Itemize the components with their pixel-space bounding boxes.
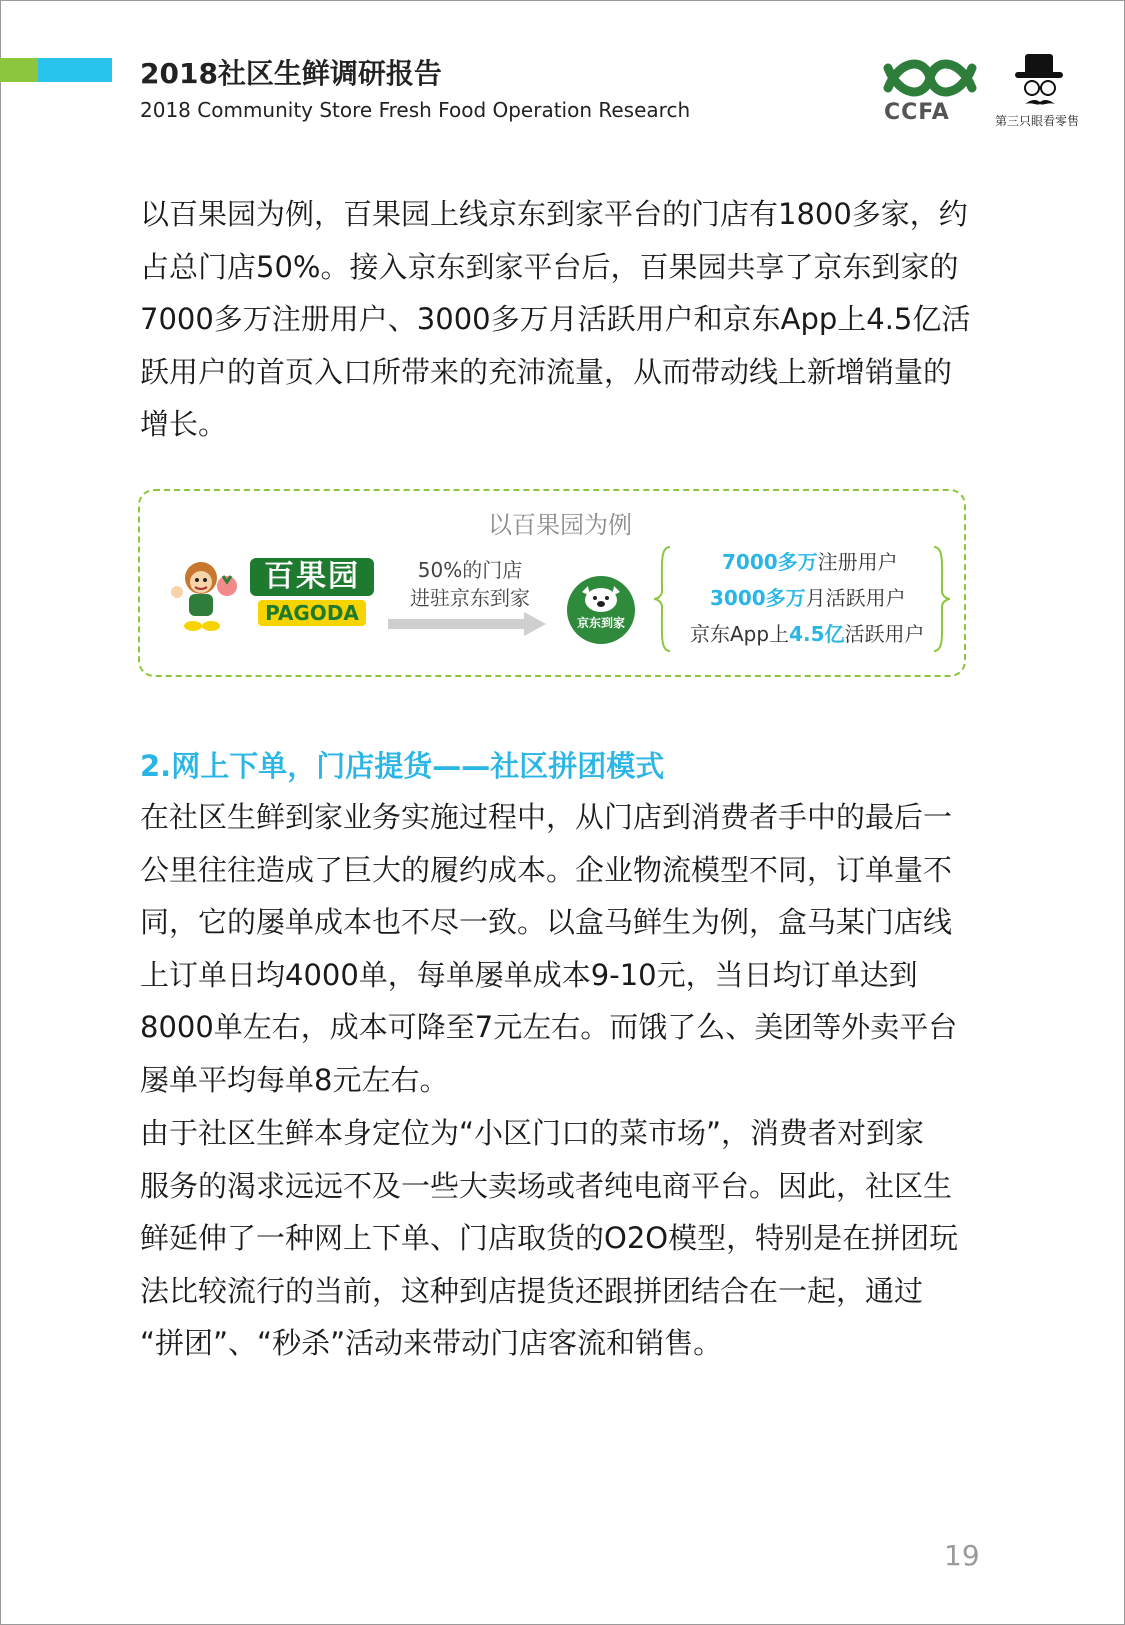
right-arrow-icon (388, 610, 546, 638)
stat-label: 活跃用户 (844, 622, 925, 646)
report-title: 2018社区生鲜调研报告 (140, 57, 442, 90)
text-line: “拼团”、“秒杀”活动来带动门店客流和销售。 (140, 1326, 723, 1360)
text-line: 跃用户的首页入口所带来的充沛流量，从而带动线上新增销量的 (140, 354, 953, 389)
arrow-caption-line: 进驻京东到家 (410, 586, 530, 610)
stat-label: 注册用户 (817, 550, 898, 574)
text-line: 7000多万注册用户、3000多万月活跃用户和京东App上4.5亿活 (140, 302, 971, 336)
stat-value: 4.5亿 (789, 622, 845, 646)
text-line: 占总门店50%。接入京东到家平台后，百果园共享了京东到家的 (140, 249, 959, 284)
header-accent-green (0, 58, 38, 82)
stat-app-active (690, 618, 925, 647)
pagoda-mascot-icon (165, 556, 245, 634)
text-line: 同，它的屡单成本也不尽一致。以盒马鲜生为例，盒马某门店线 (140, 905, 953, 939)
stat-label: 月活跃用户 (805, 586, 906, 610)
pagoda-logo-en: PAGODA (258, 600, 366, 626)
intro-paragraph (140, 188, 980, 451)
text-line: 8000单左右，成本可降至7元左右。而饿了么、美团等外卖平台 (140, 1010, 958, 1044)
header-accent-blue (38, 58, 112, 82)
arrow-caption (400, 556, 540, 612)
section-heading: 2.网上下单，门店提货——社区拼团模式 (140, 749, 665, 783)
o2o-paragraph (140, 1107, 980, 1370)
text-line: 服务的渴求远远不及一些大卖场或者纯电商平台。因此，社区生 (140, 1168, 953, 1203)
ccfa-logo-text: CCFA (884, 100, 950, 125)
stat-value: 3000多万 (710, 586, 806, 610)
eye-logo-text: 第三只眼看零售 (995, 114, 1080, 128)
text-line: 鲜延伸了一种网上下单、门店取货的O2O模型，特别是在拼团玩 (140, 1221, 959, 1255)
stat-registered-users (722, 546, 898, 575)
stat-monthly-active (710, 582, 906, 611)
jd-daojia-logo-icon (564, 574, 638, 646)
jd-logo-label: 京东到家 (576, 616, 625, 630)
text-line: 上订单日均4000单，每单屡单成本9-10元，当日均订单达到 (140, 957, 918, 992)
arrow-caption-line: 50%的门店 (417, 558, 523, 582)
text-line: 法比较流行的当前，这种到店提货还跟拼团结合在一起，通过 (140, 1273, 924, 1308)
fulfillment-paragraph (140, 791, 980, 1106)
pagoda-logo-cn: 百果园 (250, 558, 374, 596)
top-hat-mustache-icon (1005, 52, 1075, 118)
page-number: 19 (944, 1539, 980, 1572)
text-line: 以百果园为例，百果园上线京东到家平台的门店有1800多家，约 (140, 197, 968, 231)
text-line: 公里往往造成了巨大的履约成本。企业物流模型不同，订单量不 (140, 852, 953, 887)
text-line: 在社区生鲜到家业务实施过程中，从门店到消费者手中的最后一 (140, 800, 953, 834)
report-subtitle: 2018 Community Store Fresh Food Operation Research (140, 98, 691, 122)
text-line: 增长。 (140, 407, 228, 441)
text-line: 由于社区生鲜本身定位为“小区门口的菜市场”，消费者对到家 (140, 1116, 925, 1150)
callout-title: 以百果园为例 (488, 511, 632, 539)
text-line: 屡单平均每单8元左右。 (140, 1062, 449, 1097)
stat-value: 7000多万 (722, 550, 818, 574)
stat-label: 京东App上 (690, 622, 790, 646)
